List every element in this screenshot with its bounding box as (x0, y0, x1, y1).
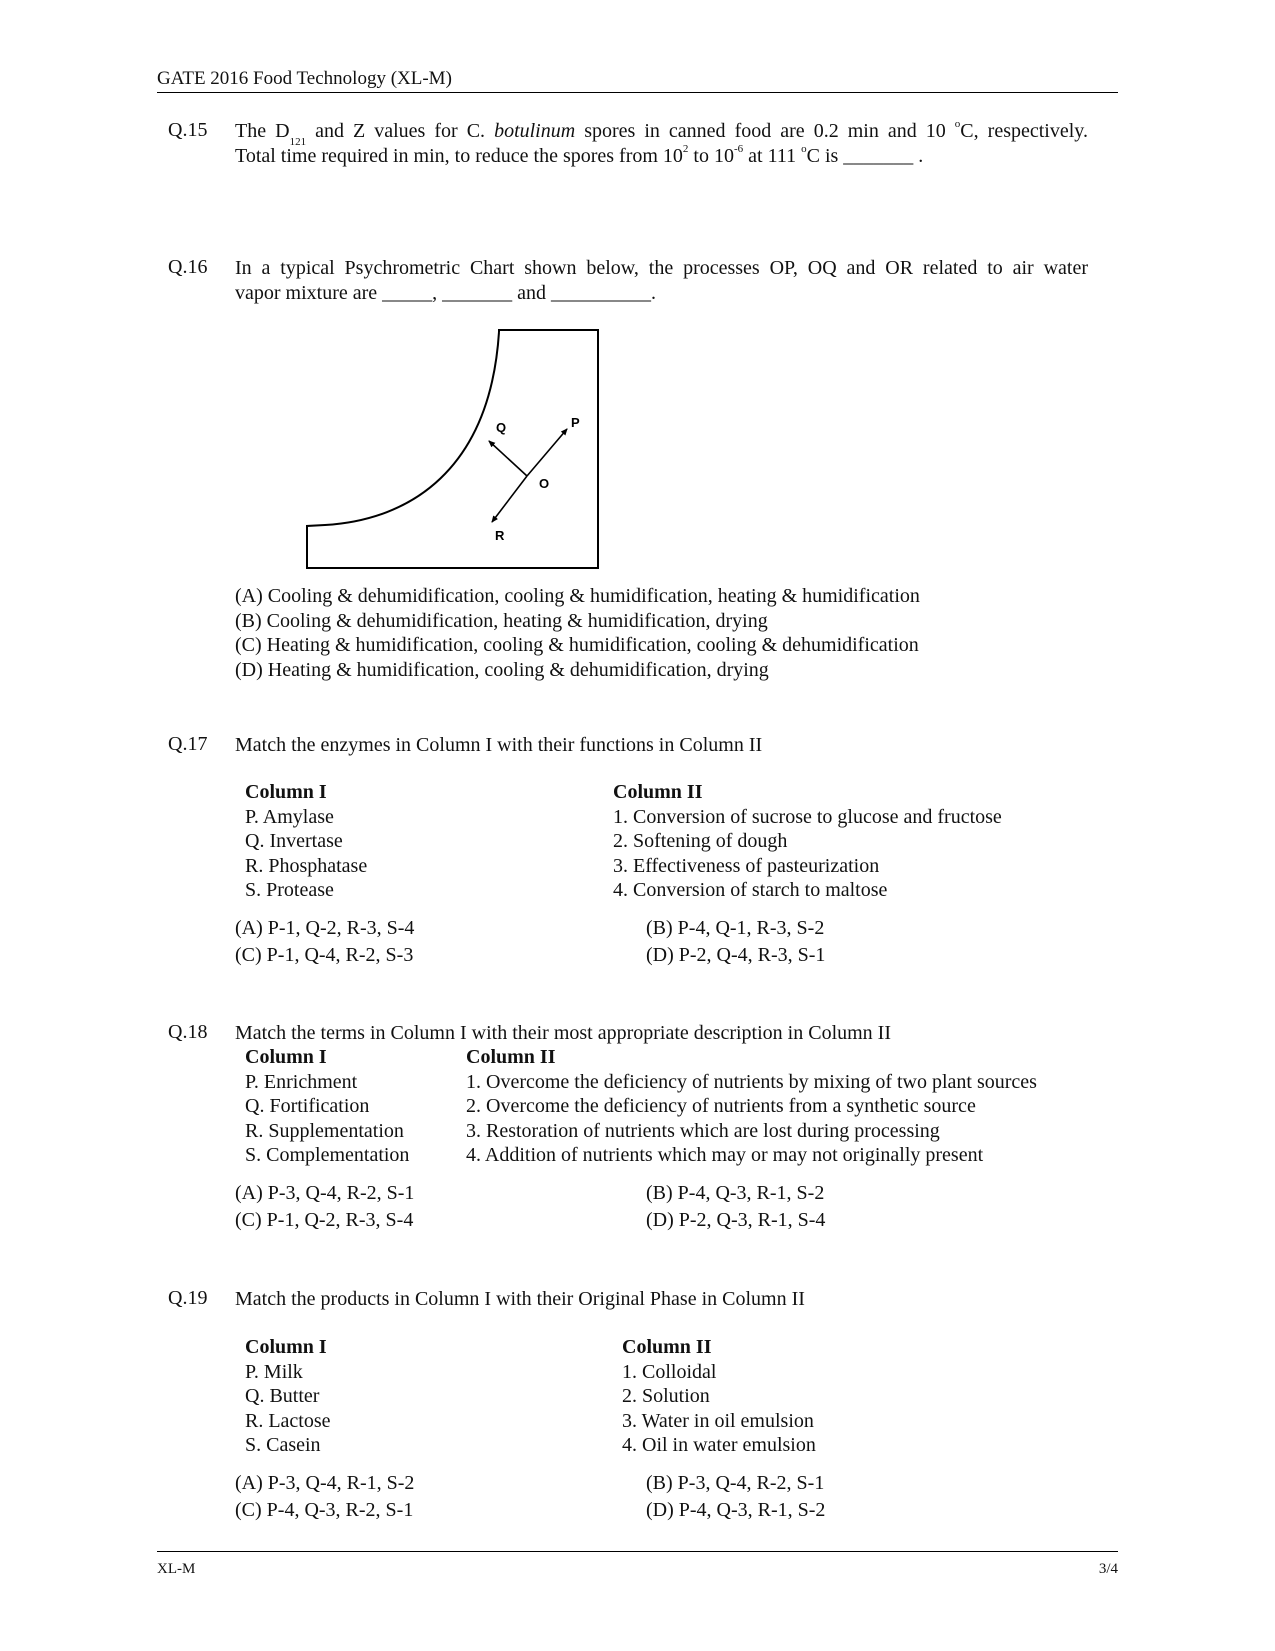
q16-option-d: (D) Heating & humidification, cooling & dehumidification, drying (235, 658, 769, 681)
q19-col2-header: Column II (622, 1336, 712, 1358)
q19-column-1 (245, 1335, 331, 1458)
chart-label-p: P (571, 415, 580, 430)
q18-col1-header: Column I (245, 1046, 327, 1068)
arrow-op (527, 429, 567, 476)
q15-number: Q.15 (168, 119, 208, 141)
q17-option-a: (A) P-1, Q-2, R-3, S-4 (235, 917, 415, 939)
q19-col2-item: 1. Colloidal (622, 1360, 717, 1383)
q19-col1-item: P. Milk (245, 1360, 303, 1383)
q19-column-2 (622, 1335, 816, 1458)
q16-option-b: (B) Cooling & dehumidification, heating & humidification, drying (235, 609, 768, 632)
q16-option-a: (A) Cooling & dehumidification, cooling & humidification, heating & humidification (235, 585, 920, 607)
page-header: GATE 2016 Food Technology (XL-M) (157, 68, 452, 89)
arrow-or (492, 476, 527, 522)
q18-column-2 (466, 1045, 1037, 1168)
footer-code: XL-M (157, 1561, 196, 1577)
q18-text: Match the terms in Column I with their most appropriate description in Column II (235, 1022, 891, 1044)
q18-col1-item: P. Enrichment (245, 1070, 358, 1093)
q17-col1-item: R. Phosphatase (245, 854, 368, 877)
chart-outline (307, 330, 598, 568)
q17-number: Q.17 (168, 733, 208, 755)
q19-col2-item: 4. Oil in water emulsion (622, 1434, 816, 1456)
q17-column-1 (245, 780, 367, 903)
q15-line1: The $D_{121}$ and Z values for C. botulinum spores in canned food are 0.2 min and 10 $^o$C, respectively. (235, 118, 1088, 148)
q18-option-b: (B) P-4, Q-3, R-1, S-2 (646, 1182, 825, 1204)
q17-text: Match the enzymes in Column I with their functions in Column II (235, 734, 763, 756)
psychrometric-chart (290, 320, 610, 580)
q16-option-c: (C) Heating & humidification, cooling & humidification, cooling & dehumidification (235, 634, 919, 656)
footer-rule (157, 1551, 1118, 1552)
q18-options-left (235, 1180, 414, 1234)
q17-options-right (646, 915, 825, 969)
q17-col2-item: 3. Effectiveness of pasteurization (613, 854, 880, 877)
arrow-oq (489, 441, 527, 476)
q15-line2: Total time required in min, to reduce the spores from $10^2$ to $10^{-6}$ at 111 $^o$C is _______ . (235, 143, 924, 167)
q17-col2-item: 1. Conversion of sucrose to glucose and fructose (613, 805, 1002, 828)
q19-options-left (235, 1470, 414, 1524)
q19-col1-item: R. Lactose (245, 1409, 331, 1432)
q16-line1: In a typical Psychrometric Chart shown below, the processes OP, OQ and OR related to air water (235, 257, 1088, 279)
q17-option-c: (C) P-1, Q-4, R-2, S-3 (235, 944, 414, 966)
q19-col1-item: Q. Butter (245, 1385, 320, 1407)
q19-number: Q.19 (168, 1287, 208, 1309)
q19-col1-header: Column I (245, 1336, 327, 1358)
header-rule (157, 92, 1118, 93)
q18-option-d: (D) P-2, Q-3, R-1, S-4 (646, 1209, 826, 1231)
q19-option-a: (A) P-3, Q-4, R-1, S-2 (235, 1472, 415, 1494)
q16-options (235, 584, 920, 682)
q17-col1-item: Q. Invertase (245, 830, 343, 852)
page-number: 3/4 (1098, 1561, 1118, 1577)
q17-col2-header: Column II (613, 781, 703, 803)
q19-col1-item: S. Casein (245, 1434, 321, 1456)
q18-column-1 (245, 1045, 409, 1168)
q19-option-c: (C) P-4, Q-3, R-2, S-1 (235, 1499, 414, 1521)
q19-col2-item: 2. Solution (622, 1385, 710, 1407)
q19-option-b: (B) P-3, Q-4, R-2, S-1 (646, 1472, 825, 1494)
q16-text (235, 256, 1088, 306)
q19-options-right (646, 1470, 825, 1524)
q19-col2-item: 3. Water in oil emulsion (622, 1409, 814, 1432)
q18-col2-item: 4. Addition of nutrients which may or may not originally present (466, 1144, 984, 1166)
q18-option-a: (A) P-3, Q-4, R-2, S-1 (235, 1182, 415, 1204)
q15-text (235, 119, 1088, 169)
q17-option-b: (B) P-4, Q-1, R-3, S-2 (646, 917, 825, 939)
q18-col1-item: R. Supplementation (245, 1119, 404, 1142)
q16-line2: vapor mixture are _____, _______ and __________. (235, 282, 657, 304)
chart-label-o: O (539, 476, 550, 491)
q18-col2-item: 3. Restoration of nutrients which are lost during processing (466, 1119, 940, 1142)
chart-label-q: Q (496, 420, 507, 435)
q17-col2-item: 4. Conversion of starch to maltose (613, 879, 888, 901)
q18-col2-item: 2. Overcome the deficiency of nutrients from a synthetic source (466, 1095, 976, 1117)
q17-options-left (235, 915, 414, 969)
q18-col2-header: Column II (466, 1046, 556, 1068)
q18-option-c: (C) P-1, Q-2, R-3, S-4 (235, 1209, 414, 1231)
q18-col1-item: S. Complementation (245, 1144, 410, 1166)
q17-option-d: (D) P-2, Q-4, R-3, S-1 (646, 944, 826, 966)
q18-col2-item: 1. Overcome the deficiency of nutrients by mixing of two plant sources (466, 1070, 1037, 1093)
q17-col1-item: P. Amylase (245, 805, 334, 828)
q16-number: Q.16 (168, 256, 208, 278)
q17-column-2 (613, 780, 1002, 903)
chart-label-r: R (495, 528, 505, 543)
q18-options-right (646, 1180, 825, 1234)
q19-text: Match the products in Column I with their Original Phase in Column II (235, 1288, 805, 1310)
q18-col1-item: Q. Fortification (245, 1095, 370, 1117)
q17-col1-header: Column I (245, 781, 327, 803)
q17-col2-item: 2. Softening of dough (613, 830, 788, 852)
q18-number: Q.18 (168, 1021, 208, 1043)
q17-col1-item: S. Protease (245, 879, 334, 901)
q19-option-d: (D) P-4, Q-3, R-1, S-2 (646, 1499, 826, 1521)
